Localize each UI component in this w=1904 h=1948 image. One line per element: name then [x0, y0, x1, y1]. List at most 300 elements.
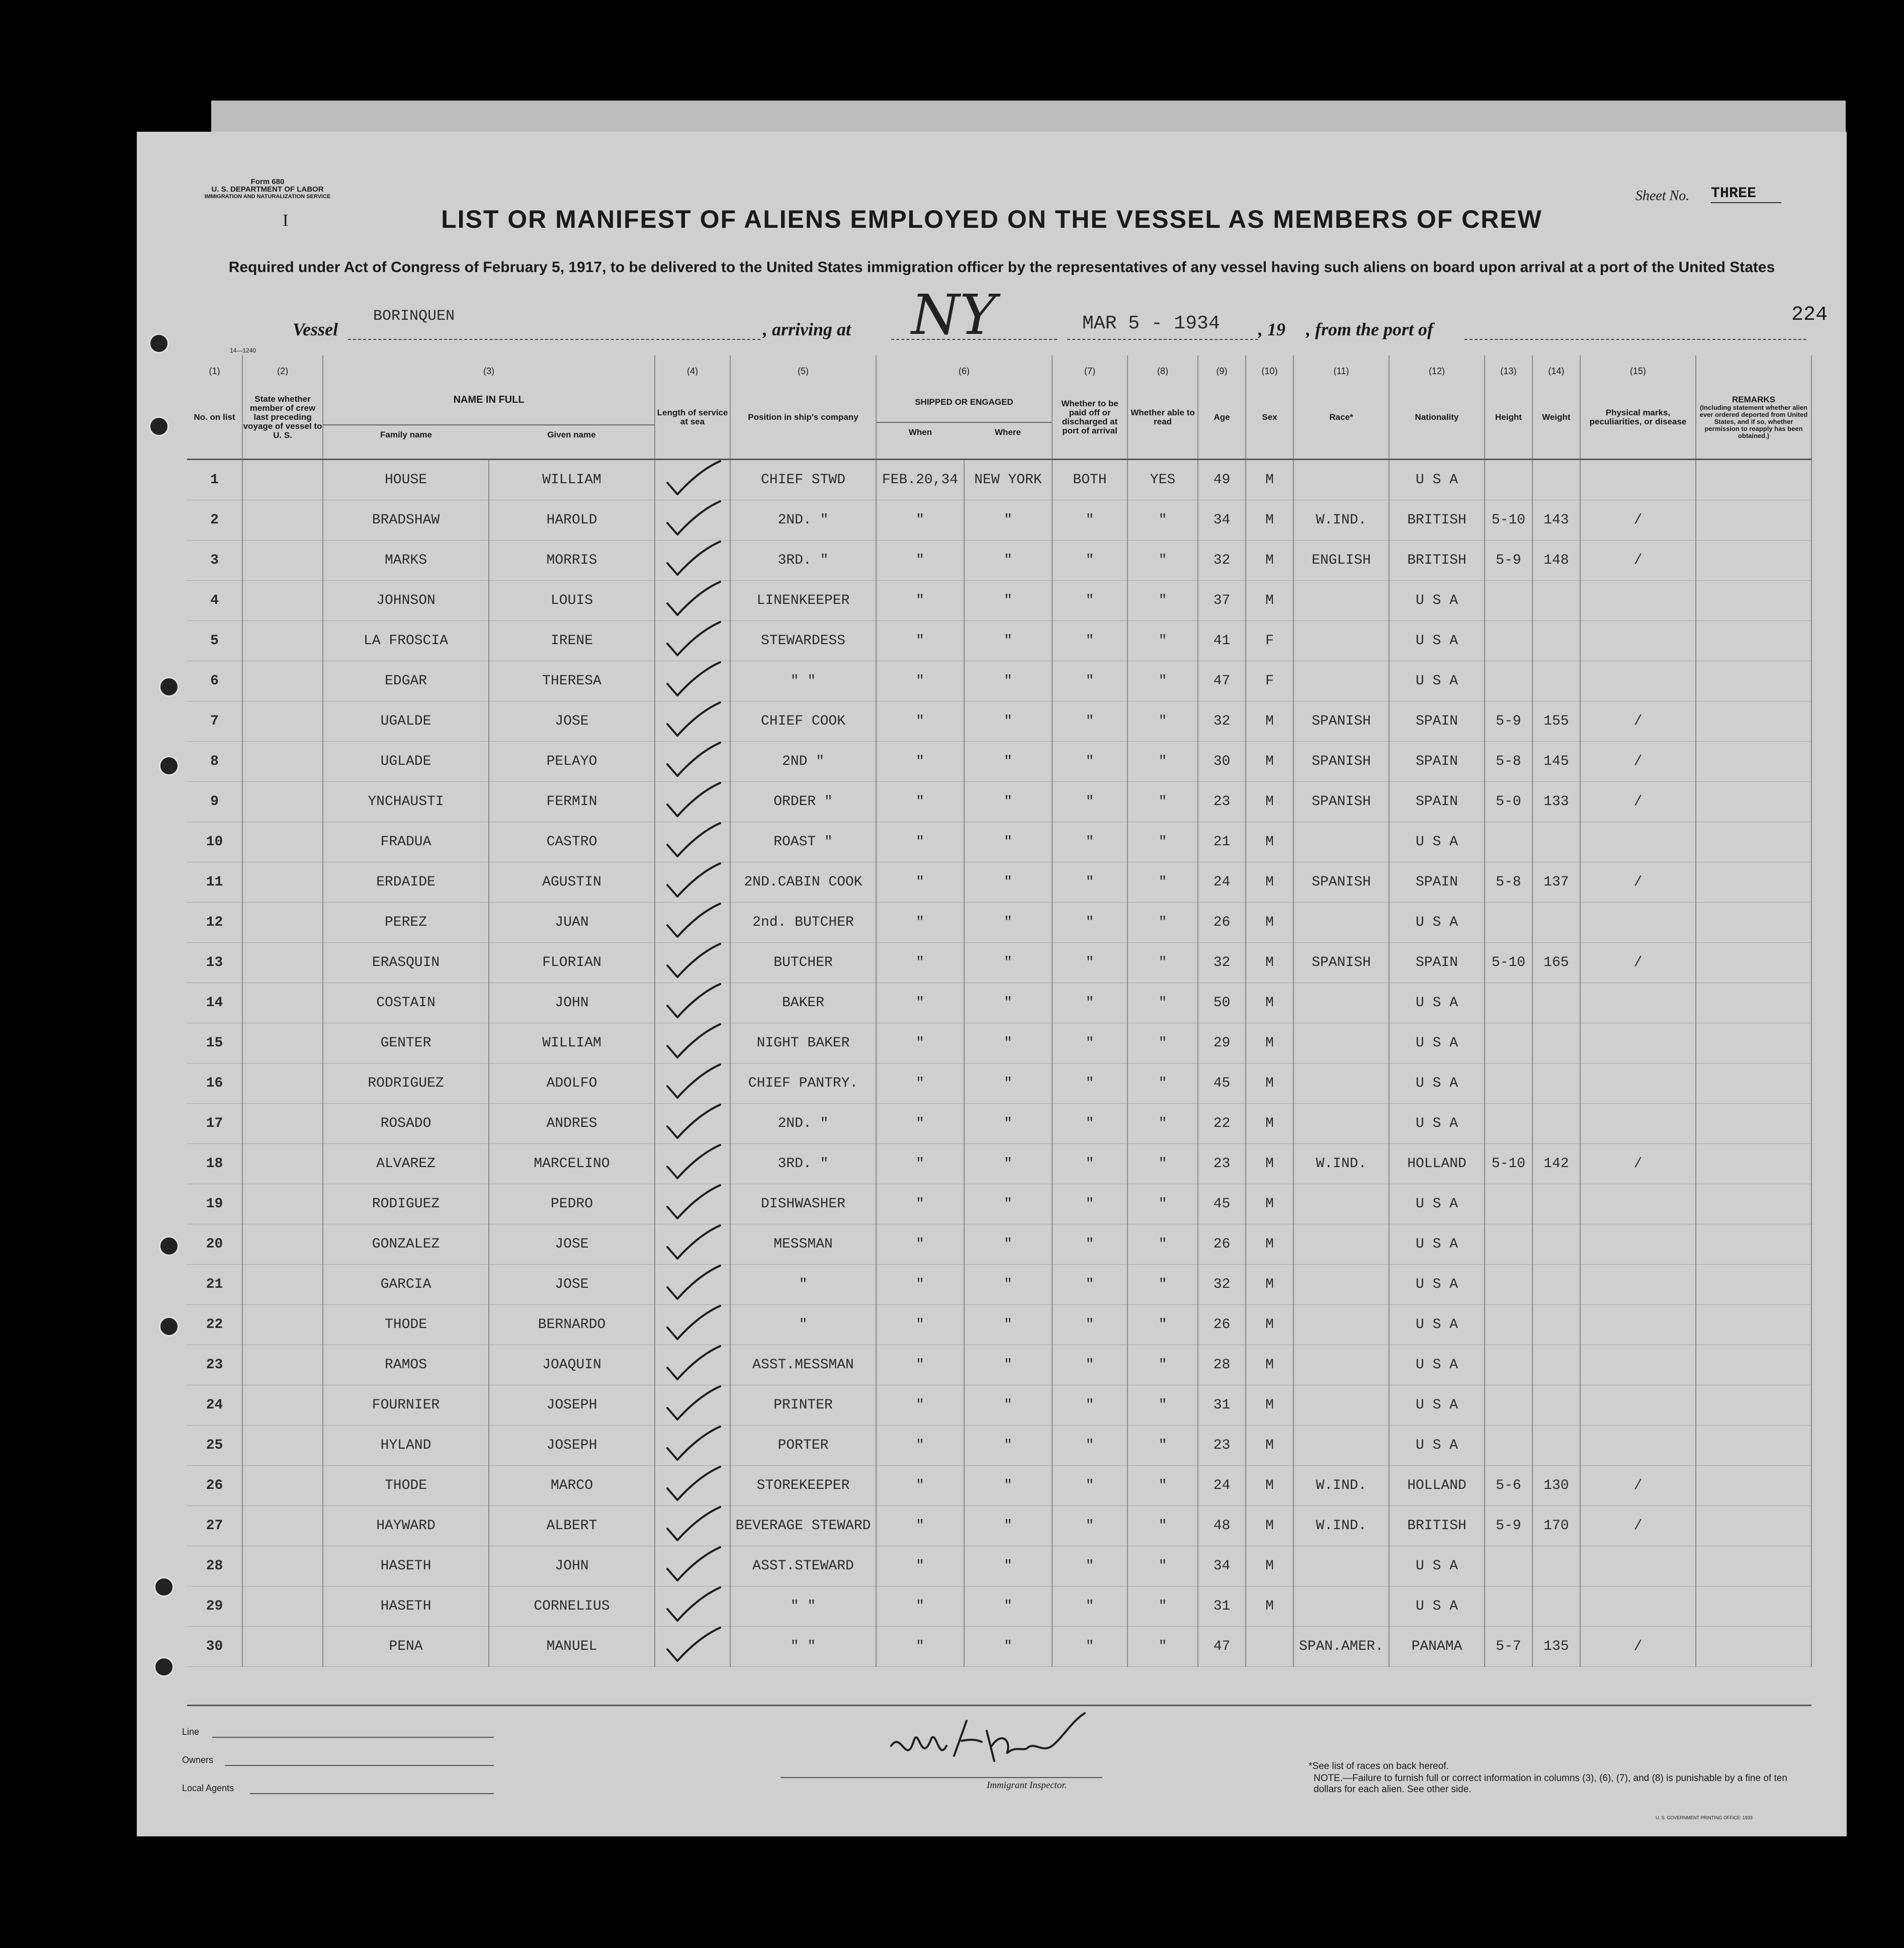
col-shipped-header [876, 376, 1052, 460]
remarks [1696, 1184, 1811, 1224]
given-name: PEDRO [489, 1184, 655, 1224]
age: 22 [1198, 1104, 1246, 1144]
race: W.IND. [1293, 1506, 1389, 1546]
nationality: SPAIN [1389, 782, 1485, 822]
nationality: U S A [1389, 581, 1485, 621]
service-length-check [655, 1305, 730, 1345]
weight: 135 [1532, 1627, 1580, 1667]
shipped-where: " [964, 943, 1052, 983]
service-length-check [655, 661, 730, 701]
weight: 170 [1532, 1506, 1580, 1546]
paid-off: " [1052, 782, 1128, 822]
inspector-signature [886, 1711, 1097, 1776]
service-length-check [655, 701, 730, 742]
able-to-read: " [1128, 581, 1198, 621]
given-name: JOSE [489, 1224, 655, 1265]
height [1485, 903, 1532, 943]
paid-off: " [1052, 1064, 1128, 1104]
physical-marks [1580, 661, 1696, 701]
sex: M [1246, 1224, 1293, 1265]
sheet-number-label: Sheet No. [1635, 188, 1690, 204]
paid-off: " [1052, 983, 1128, 1023]
crew-row [187, 1345, 1811, 1385]
colnum-3: (3) [323, 356, 655, 376]
colnum-7: (7) [1052, 356, 1128, 376]
shipped-when: " [876, 541, 964, 581]
check-mark-icon [662, 541, 723, 576]
position: 2nd. BUTCHER [730, 903, 876, 943]
race: W.IND. [1293, 500, 1389, 541]
shipped-when: " [876, 701, 964, 742]
check-mark-icon [662, 1466, 723, 1501]
remarks [1696, 1586, 1811, 1627]
row-number: 23 [187, 1345, 242, 1385]
service-length-check [655, 581, 730, 621]
nationality: U S A [1389, 621, 1485, 661]
line-underline [212, 1737, 494, 1738]
weight: 133 [1532, 782, 1580, 822]
paid-off: " [1052, 1144, 1128, 1184]
able-to-read: " [1128, 1224, 1198, 1265]
able-to-read: " [1128, 661, 1198, 701]
service-length-check [655, 1385, 730, 1426]
height: 5-10 [1485, 500, 1532, 541]
crew-row [187, 1385, 1811, 1426]
crew-row [187, 661, 1811, 701]
physical-marks [1580, 1104, 1696, 1144]
race [1293, 460, 1389, 500]
col-weight-header: Weight [1532, 376, 1580, 460]
owners-underline [225, 1765, 494, 1766]
sex: M [1246, 862, 1293, 903]
race [1293, 661, 1389, 701]
from-port-underline [1464, 338, 1806, 340]
shipped-where: " [964, 1184, 1052, 1224]
age: 41 [1198, 621, 1246, 661]
race [1293, 1586, 1389, 1627]
sex [1246, 1627, 1293, 1667]
shipped-where: " [964, 1144, 1052, 1184]
physical-marks [1580, 1305, 1696, 1345]
last-voyage-cell [242, 541, 323, 581]
row-number: 9 [187, 782, 242, 822]
position: PORTER [730, 1426, 876, 1466]
crew-row [187, 1305, 1811, 1345]
last-voyage-cell [242, 1385, 323, 1426]
service-length-check [655, 782, 730, 822]
position: " [730, 1265, 876, 1305]
race [1293, 903, 1389, 943]
physical-marks: / [1580, 541, 1696, 581]
height [1485, 661, 1532, 701]
given-name: MANUEL [489, 1627, 655, 1667]
race [1293, 1426, 1389, 1466]
family-name: RODRIGUEZ [323, 1064, 489, 1104]
arriving-port-handwritten: NY [911, 283, 996, 347]
family-name: GENTER [323, 1023, 489, 1064]
form-code-top: 14—1240 [230, 347, 256, 354]
given-name: FLORIAN [489, 943, 655, 983]
service-length-check [655, 1506, 730, 1546]
weight [1532, 1345, 1580, 1385]
department-name: U. S. DEPARTMENT OF LABOR [211, 185, 324, 194]
shipped-when: " [876, 1224, 964, 1265]
given-name: CORNELIUS [489, 1586, 655, 1627]
race: SPANISH [1293, 701, 1389, 742]
position: MESSMAN [730, 1224, 876, 1265]
race: W.IND. [1293, 1466, 1389, 1506]
race [1293, 1184, 1389, 1224]
last-voyage-cell [242, 1506, 323, 1546]
shipped-when: " [876, 1104, 964, 1144]
check-mark-icon [662, 1064, 723, 1099]
able-to-read: " [1128, 1426, 1198, 1466]
colnum-2: (2) [242, 356, 323, 376]
weight [1532, 1023, 1580, 1064]
service-length-check [655, 1064, 730, 1104]
last-voyage-cell [242, 1305, 323, 1345]
given-name: AGUSTIN [489, 862, 655, 903]
family-name: UGLADE [323, 742, 489, 782]
sex: M [1246, 903, 1293, 943]
race [1293, 1064, 1389, 1104]
sex: M [1246, 1426, 1293, 1466]
paid-off: " [1052, 1345, 1128, 1385]
paid-off: " [1052, 1506, 1128, 1546]
crew-row [187, 1586, 1811, 1627]
col-remarks-header [1696, 376, 1811, 460]
sex: M [1246, 983, 1293, 1023]
position: ROAST " [730, 822, 876, 862]
sex: M [1246, 822, 1293, 862]
last-voyage-cell [242, 581, 323, 621]
sex: M [1246, 1466, 1293, 1506]
position: LINENKEEPER [730, 581, 876, 621]
age: 34 [1198, 1546, 1246, 1586]
age: 32 [1198, 943, 1246, 983]
physical-marks [1580, 1586, 1696, 1627]
weight: 155 [1532, 701, 1580, 742]
last-voyage-cell [242, 1345, 323, 1385]
last-voyage-cell [242, 661, 323, 701]
col-position-header: Position in ship's company [730, 376, 876, 460]
remarks [1696, 822, 1811, 862]
physical-marks [1580, 1064, 1696, 1104]
sex: M [1246, 500, 1293, 541]
shipped-when: " [876, 903, 964, 943]
last-voyage-cell [242, 782, 323, 822]
check-mark-icon [662, 701, 723, 737]
position: BEVERAGE STEWARD [730, 1506, 876, 1546]
able-to-read: " [1128, 1345, 1198, 1385]
given-name: JOSE [489, 701, 655, 742]
nationality: BRITISH [1389, 541, 1485, 581]
shipped-when: " [876, 862, 964, 903]
local-agents-label: Local Agents [182, 1783, 234, 1793]
sex: M [1246, 581, 1293, 621]
last-voyage-cell [242, 1426, 323, 1466]
nationality: U S A [1389, 903, 1485, 943]
family-name: PEREZ [323, 903, 489, 943]
sex: F [1246, 661, 1293, 701]
sex: M [1246, 742, 1293, 782]
page-subtitle: Required under Act of Congress of February 5, 1917, to be delivered to the United States immigration officer by the representatives of any vessel having such aliens on board upon arrival at a port of the United States [228, 259, 1775, 276]
physical-marks: / [1580, 1144, 1696, 1184]
last-voyage-cell [242, 1104, 323, 1144]
check-mark-icon [662, 822, 723, 857]
race [1293, 1104, 1389, 1144]
crew-row [187, 621, 1811, 661]
shipped-where: " [964, 1104, 1052, 1144]
shipped-where: " [964, 581, 1052, 621]
service-length-check [655, 1345, 730, 1385]
able-to-read: " [1128, 1104, 1198, 1144]
able-to-read: " [1128, 903, 1198, 943]
position: BUTCHER [730, 943, 876, 983]
weight: 143 [1532, 500, 1580, 541]
colnum-11: (11) [1293, 356, 1389, 376]
weight: 130 [1532, 1466, 1580, 1506]
footnote-races: *See list of races on back hereof. [1309, 1761, 1449, 1772]
shipped-where: " [964, 1265, 1052, 1305]
check-mark-icon [662, 621, 723, 656]
paid-off: " [1052, 1586, 1128, 1627]
able-to-read: " [1128, 1546, 1198, 1586]
crew-row [187, 782, 1811, 822]
shipped-when: " [876, 1586, 964, 1627]
sex: M [1246, 1586, 1293, 1627]
family-name: LA FROSCIA [323, 621, 489, 661]
check-mark-icon [662, 943, 723, 978]
age: 26 [1198, 903, 1246, 943]
race [1293, 621, 1389, 661]
shipped-when: " [876, 983, 964, 1023]
sex: M [1246, 701, 1293, 742]
family-name: COSTAIN [323, 983, 489, 1023]
given-name: MARCO [489, 1466, 655, 1506]
age: 45 [1198, 1184, 1246, 1224]
able-to-read: " [1128, 1265, 1198, 1305]
shipped-where: " [964, 1064, 1052, 1104]
weight [1532, 661, 1580, 701]
service-length-check [655, 862, 730, 903]
age: 23 [1198, 782, 1246, 822]
last-voyage-cell [242, 460, 323, 500]
shipped-when: " [876, 1345, 964, 1385]
name-in-full-label: NAME IN FULL [453, 394, 525, 405]
age: 29 [1198, 1023, 1246, 1064]
height: 5-7 [1485, 1627, 1532, 1667]
margin-mark: I [283, 211, 289, 230]
race: SPANISH [1293, 943, 1389, 983]
age: 31 [1198, 1586, 1246, 1627]
paid-off: " [1052, 742, 1128, 782]
nationality: U S A [1389, 983, 1485, 1023]
last-voyage-cell [242, 701, 323, 742]
physical-marks [1580, 1385, 1696, 1426]
paid-off: " [1052, 1023, 1128, 1064]
position: CHIEF COOK [730, 701, 876, 742]
remarks [1696, 742, 1811, 782]
check-mark-icon [662, 1224, 723, 1260]
given-name: CASTRO [489, 822, 655, 862]
row-number: 30 [187, 1627, 242, 1667]
agents-underline [250, 1793, 494, 1794]
service-length-check [655, 943, 730, 983]
page-title: LIST OR MANIFEST OF ALIENS EMPLOYED ON THE VESSEL AS MEMBERS OF CREW [441, 205, 1542, 233]
service-length-check [655, 1426, 730, 1466]
able-to-read: " [1128, 1506, 1198, 1546]
nationality: HOLLAND [1389, 1466, 1485, 1506]
shipped-where: " [964, 903, 1052, 943]
colnum-9: (9) [1198, 356, 1246, 376]
page-number: 224 [1791, 304, 1828, 326]
able-to-read: " [1128, 1184, 1198, 1224]
where-label: Where [995, 427, 1021, 437]
age: 32 [1198, 541, 1246, 581]
column-number-row [187, 356, 1811, 376]
height [1485, 1184, 1532, 1224]
able-to-read: " [1128, 1586, 1198, 1627]
paid-off: " [1052, 1265, 1128, 1305]
paid-off: " [1052, 1305, 1128, 1345]
nationality: SPAIN [1389, 701, 1485, 742]
nationality: U S A [1389, 822, 1485, 862]
able-to-read: " [1128, 1385, 1198, 1426]
punch-hole [159, 756, 179, 776]
nationality: U S A [1389, 1184, 1485, 1224]
weight [1532, 1184, 1580, 1224]
last-voyage-cell [242, 500, 323, 541]
weight: 145 [1532, 742, 1580, 782]
shipped-when: " [876, 1426, 964, 1466]
age: 28 [1198, 1345, 1246, 1385]
nationality: U S A [1389, 1265, 1485, 1305]
weight [1532, 1224, 1580, 1265]
weight [1532, 1064, 1580, 1104]
remarks [1696, 1627, 1811, 1667]
year-label: , 19 [1258, 319, 1285, 339]
remarks [1696, 1466, 1811, 1506]
colnum-12: (12) [1389, 356, 1485, 376]
date-underline [1067, 338, 1258, 340]
shipped-where: " [964, 621, 1052, 661]
able-to-read: " [1128, 1627, 1198, 1667]
nationality: HOLLAND [1389, 1144, 1485, 1184]
able-to-read: " [1128, 983, 1198, 1023]
age: 49 [1198, 460, 1246, 500]
row-number: 27 [187, 1506, 242, 1546]
remarks [1696, 862, 1811, 903]
shipped-when: " [876, 500, 964, 541]
shipped-when: " [876, 1466, 964, 1506]
physical-marks [1580, 460, 1696, 500]
height [1485, 1426, 1532, 1466]
family-name: RAMOS [323, 1345, 489, 1385]
row-number: 21 [187, 1265, 242, 1305]
remarks [1696, 1224, 1811, 1265]
crew-row [187, 541, 1811, 581]
given-name-label: Given name [547, 429, 596, 439]
position: DISHWASHER [730, 1184, 876, 1224]
position: " [730, 1305, 876, 1345]
remarks [1696, 983, 1811, 1023]
sex: M [1246, 460, 1293, 500]
weight [1532, 983, 1580, 1023]
paid-off: " [1052, 1627, 1128, 1667]
sex: M [1246, 1385, 1293, 1426]
row-number: 6 [187, 661, 242, 701]
row-number: 20 [187, 1224, 242, 1265]
race [1293, 1385, 1389, 1426]
last-voyage-cell [242, 1064, 323, 1104]
remarks [1696, 1546, 1811, 1586]
remarks [1696, 460, 1811, 500]
check-mark-icon [662, 1546, 723, 1581]
nationality: U S A [1389, 1023, 1485, 1064]
service-length-check [655, 1265, 730, 1305]
inspector-signature-line [781, 1777, 1102, 1778]
height [1485, 822, 1532, 862]
given-name: ADOLFO [489, 1064, 655, 1104]
paid-off: " [1052, 1385, 1128, 1426]
row-number: 4 [187, 581, 242, 621]
age: 26 [1198, 1305, 1246, 1345]
service-length-check [655, 1466, 730, 1506]
shipped-where: " [964, 1385, 1052, 1426]
family-name: FOURNIER [323, 1385, 489, 1426]
position: 2ND " [730, 742, 876, 782]
age: 32 [1198, 1265, 1246, 1305]
given-name: PELAYO [489, 742, 655, 782]
last-voyage-cell [242, 1144, 323, 1184]
physical-marks: / [1580, 742, 1696, 782]
position: 2ND. " [730, 1104, 876, 1144]
service-length-check [655, 500, 730, 541]
from-port-label: , from the port of [1306, 319, 1434, 339]
physical-marks [1580, 903, 1696, 943]
weight [1532, 1426, 1580, 1466]
name-subheaders [323, 424, 654, 439]
shipped-when: " [876, 1064, 964, 1104]
position: CHIEF STWD [730, 460, 876, 500]
family-name: ERDAIDE [323, 862, 489, 903]
physical-marks [1580, 621, 1696, 661]
given-name: WILLIAM [489, 1023, 655, 1064]
row-number: 22 [187, 1305, 242, 1345]
row-number: 13 [187, 943, 242, 983]
family-name: RODIGUEZ [323, 1184, 489, 1224]
shipped-when: " [876, 1305, 964, 1345]
weight: 148 [1532, 541, 1580, 581]
shipped-where: " [964, 500, 1052, 541]
age: 26 [1198, 1224, 1246, 1265]
position: BAKER [730, 983, 876, 1023]
family-name: MARKS [323, 541, 489, 581]
paid-off: BOTH [1052, 460, 1128, 500]
given-name: IRENE [489, 621, 655, 661]
crew-row [187, 581, 1811, 621]
check-mark-icon [662, 1385, 723, 1421]
weight: 142 [1532, 1144, 1580, 1184]
last-voyage-cell [242, 983, 323, 1023]
physical-marks: / [1580, 500, 1696, 541]
remarks [1696, 1506, 1811, 1546]
physical-marks: / [1580, 1627, 1696, 1667]
sex: M [1246, 1144, 1293, 1184]
remarks-instructions: (Including statement whether alien ever ordered deported from United States, and if so, whether permission to reapply has been obtained.) [1699, 403, 1808, 439]
remarks [1696, 943, 1811, 983]
